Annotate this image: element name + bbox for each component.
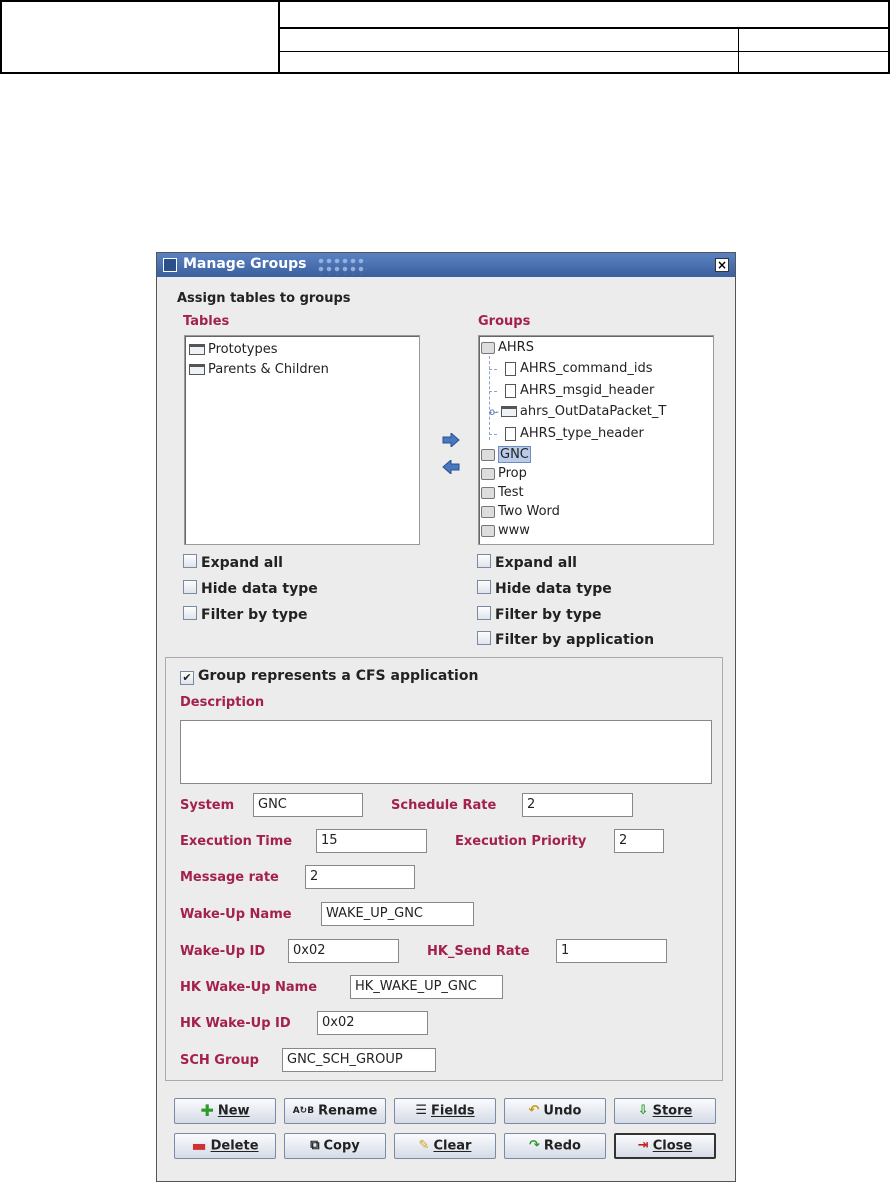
delete-button[interactable]: ▬ Delete <box>174 1133 276 1159</box>
fields-button[interactable]: ☰ Fields <box>394 1098 496 1124</box>
schedule-rate-input[interactable]: 2 <box>522 793 633 817</box>
copy-icon: ⧉ <box>310 1138 320 1153</box>
redo-icon: ↷ <box>529 1138 540 1153</box>
rename-icon: A↻B <box>292 1106 315 1116</box>
wakeup-name-label: Wake-Up Name <box>180 907 292 922</box>
header-divider <box>278 2 280 72</box>
hk-wakeup-name-input[interactable]: HK_WAKE_UP_GNC <box>350 975 503 999</box>
tree-connector <box>489 369 497 370</box>
groups-expand-all-checkbox[interactable]: Expand all <box>477 554 577 571</box>
group-child-item[interactable]: AHRS_command_ids <box>505 361 652 376</box>
close-button[interactable]: ⇥ Close <box>614 1133 716 1159</box>
window-close-button[interactable]: × <box>716 258 728 272</box>
description-label: Description <box>180 695 265 710</box>
header-divider <box>278 27 888 29</box>
wakeup-id-label: Wake-Up ID <box>180 944 266 959</box>
group-icon <box>481 468 495 480</box>
group-icon <box>481 487 495 499</box>
tree-item[interactable]: Prototypes <box>189 342 278 357</box>
new-button[interactable]: ✚ New <box>174 1098 276 1124</box>
group-icon <box>481 342 495 354</box>
undo-button[interactable]: ↶ Undo <box>504 1098 606 1124</box>
table-icon <box>505 362 516 376</box>
group-icon <box>481 525 495 537</box>
group-child-item[interactable]: AHRS_type_header <box>505 426 644 441</box>
hk-wakeup-name-label: HK Wake-Up Name <box>180 980 318 995</box>
title-decoration <box>317 257 367 275</box>
sch-group-label: SCH Group <box>180 1053 259 1068</box>
hk-send-rate-input[interactable]: 1 <box>556 939 667 963</box>
tables-filter-by-type-checkbox[interactable]: Filter by type <box>183 606 307 623</box>
tables-label: Tables <box>183 314 230 329</box>
tree-item[interactable]: Parents & Children <box>189 362 329 377</box>
table-icon <box>505 427 516 441</box>
remove-from-group-arrow-icon[interactable] <box>442 460 460 474</box>
groups-hide-data-type-checkbox[interactable]: Hide data type <box>477 580 612 597</box>
store-icon: ⇩ <box>637 1103 649 1118</box>
store-button[interactable]: ⇩ Store <box>614 1098 716 1124</box>
wakeup-name-input[interactable]: WAKE_UP_GNC <box>321 902 474 926</box>
tree-connector <box>489 434 497 435</box>
group-icon <box>481 449 495 461</box>
message-rate-label: Message rate <box>180 870 279 885</box>
message-rate-input[interactable]: 2 <box>305 865 415 889</box>
execution-time-input[interactable]: 15 <box>316 829 427 853</box>
groups-filter-by-application-checkbox[interactable]: Filter by application <box>477 631 654 648</box>
header-divider <box>278 51 888 52</box>
folder-icon <box>189 344 205 355</box>
broom-icon: ✎ <box>418 1138 430 1153</box>
sch-group-input[interactable]: GNC_SCH_GROUP <box>282 1048 436 1072</box>
group-item[interactable]: AHRS <box>481 340 534 355</box>
tree-connector <box>489 391 497 392</box>
redo-button[interactable]: ↷ Redo <box>504 1133 606 1159</box>
clear-button[interactable]: ✎ Clear <box>394 1133 496 1159</box>
group-item[interactable]: Two Word <box>481 504 560 519</box>
execution-priority-label: Execution Priority <box>455 834 587 849</box>
header-divider <box>738 27 739 72</box>
tables-expand-all-checkbox[interactable]: Expand all <box>183 554 283 571</box>
execution-time-label: Execution Time <box>180 834 293 849</box>
groups-filter-by-type-checkbox[interactable]: Filter by type <box>477 606 601 623</box>
group-child-item[interactable]: AHRS_msgid_header <box>505 383 654 398</box>
group-details-section <box>165 657 723 1081</box>
hk-send-rate-label: HK_Send Rate <box>427 944 530 959</box>
group-item[interactable]: www <box>481 523 530 538</box>
groups-label: Groups <box>478 314 531 329</box>
dialog-heading: Assign tables to groups <box>177 291 351 306</box>
window-icon <box>163 258 177 272</box>
execution-priority-input[interactable]: 2 <box>614 829 664 853</box>
folder-icon <box>189 364 205 375</box>
exit-icon: ⇥ <box>637 1138 649 1153</box>
system-label: System <box>180 798 235 813</box>
group-child-item[interactable]: o- ahrs_OutDataPacket_T <box>489 404 667 419</box>
minus-icon: ▬ <box>191 1136 207 1155</box>
rename-button[interactable]: A↻B Rename <box>284 1098 386 1124</box>
title-bar[interactable] <box>157 253 735 277</box>
hk-wakeup-id-label: HK Wake-Up ID <box>180 1016 291 1031</box>
system-input[interactable]: GNC <box>253 793 363 817</box>
plus-icon: ✚ <box>200 1101 214 1120</box>
window-title: Manage Groups <box>183 256 307 272</box>
wakeup-id-input[interactable]: 0x02 <box>288 939 399 963</box>
description-textarea[interactable] <box>180 720 712 784</box>
fields-icon: ☰ <box>415 1103 427 1118</box>
hk-wakeup-id-input[interactable]: 0x02 <box>317 1011 428 1035</box>
schedule-rate-label: Schedule Rate <box>391 798 497 813</box>
group-item[interactable]: Prop <box>481 466 527 481</box>
group-item[interactable]: GNC <box>481 447 531 462</box>
groups-tree[interactable] <box>478 335 714 545</box>
group-icon <box>481 506 495 518</box>
manage-groups-dialog <box>156 252 736 1182</box>
document-header-table <box>0 0 890 74</box>
add-to-group-arrow-icon[interactable] <box>442 433 460 447</box>
undo-icon: ↶ <box>528 1103 540 1118</box>
cfs-application-checkbox[interactable]: ✔ Group represents a CFS application <box>180 668 478 685</box>
tables-tree[interactable] <box>184 335 420 545</box>
tables-hide-data-type-checkbox[interactable]: Hide data type <box>183 580 318 597</box>
copy-button[interactable]: ⧉ Copy <box>284 1133 386 1159</box>
table-icon <box>505 384 516 398</box>
group-item[interactable]: Test <box>481 485 524 500</box>
expand-handle-icon[interactable]: o- <box>489 407 499 418</box>
folder-icon <box>501 406 517 417</box>
